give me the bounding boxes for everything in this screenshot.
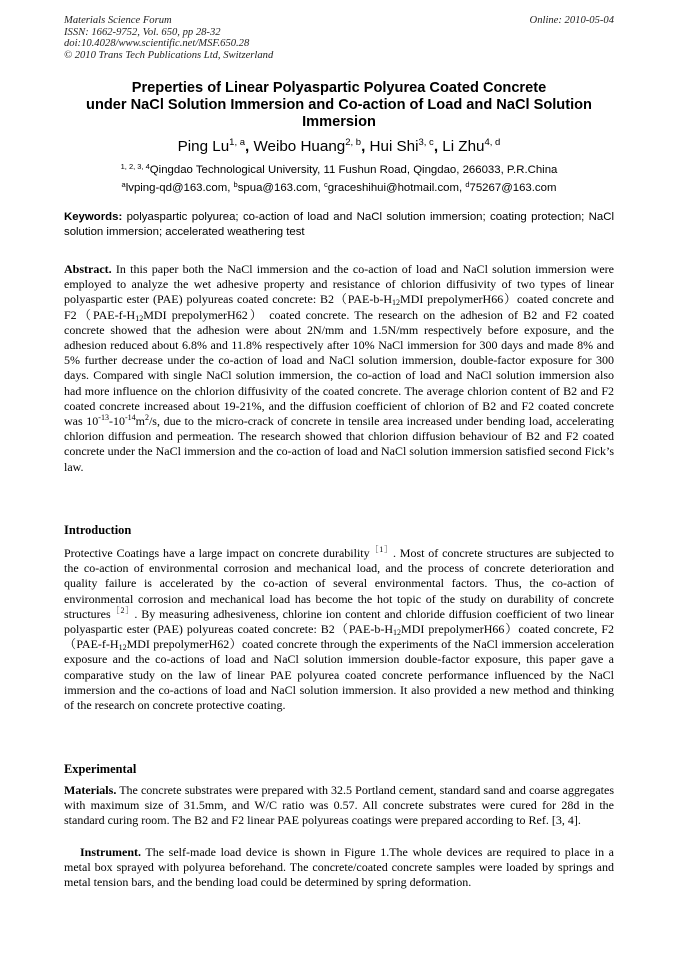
abstract-text: /s, due to the micro-crack of concrete in tensile area increased under bending load, accelerating chlorion diffusion and permeation. The research showed that chlorion diffusion behaviour of B2 and F2 coated concrete under the NaCl immersion and the co-action of load and NaCl solution immersion satisfied second Fick’s law. xyxy=(64,414,614,474)
instrument-text: The self-made load device is shown in Figure 1.The whole devices are required to place in a metal box sprayed with polyurea beforehand. The concrete/coated concrete samples were loaded by springs and metal tension bars, and the bending load could be determined by spring deformation. xyxy=(64,845,614,890)
author-separator: , xyxy=(361,138,370,155)
subscript: 12 xyxy=(392,298,401,308)
keywords-text: polyaspartic polyurea; co-action of load and NaCl solution immersion; coating protection; NaCl solution immersion; accelerated weathering test xyxy=(64,211,614,238)
author-affil-mark: 3, c xyxy=(418,137,434,148)
citation-link[interactable]: ［2］ xyxy=(110,605,135,615)
materials-paragraph xyxy=(64,783,614,829)
author-separator: , xyxy=(245,138,254,155)
superscript: -14 xyxy=(124,413,136,423)
email-link[interactable]: graceshihui@hotmail.com xyxy=(327,181,459,194)
abstract-text: In this paper both the NaCl immersion and the co-action of load and NaCl solution immersion were employed to analyze the wet adhesive property and resistance of chlorion diffusivity of two types of linear polyaspartic ester (PAE) polyureas coated concrete: B2（PAE-b-H xyxy=(64,262,614,307)
author-affil-mark: 1, a xyxy=(229,137,246,148)
subscript: 12 xyxy=(118,643,127,653)
author-affil-mark: 4, d xyxy=(484,137,501,148)
email-mark: a xyxy=(121,179,126,189)
author-separator: , xyxy=(433,138,443,155)
abstract-text: -10 xyxy=(108,414,125,429)
intro-text: MDI prepolymerH66）coated concrete, F2（PAE-f-H xyxy=(64,622,614,652)
keywords-paragraph xyxy=(64,210,614,239)
journal-name: Materials Science Forum xyxy=(64,15,172,26)
email-separator: , xyxy=(459,181,466,194)
author-name: Weibo Huang xyxy=(253,138,346,155)
email-link[interactable]: 75267@163.com xyxy=(469,181,557,194)
email-link[interactable]: spua@163.com xyxy=(237,181,318,194)
affiliation-block xyxy=(20,160,658,195)
subscript: 12 xyxy=(393,628,402,638)
abstract-label: Abstract. xyxy=(64,262,112,276)
email-mark: b xyxy=(233,179,238,189)
intro-text: . Most of concrete structures are subjected to the co-action of environmental corrosion and mechanical load, and the process of concrete deterioration and quality failure is accelerated by the co-action of several environmental factors. Thus, the co-action of environmental corrosion and mechanical load has become the hot topic of the study on durability of concrete structures xyxy=(64,546,615,621)
email-separator: , xyxy=(227,181,234,194)
abstract-text: MDI prepolymerH66）coated concrete and F2（PAE-f-H xyxy=(64,292,614,322)
online-date: Online: 2010-05-04 xyxy=(529,15,614,26)
author-affil-mark: 2, b xyxy=(345,137,362,148)
section-heading-experimental: Experimental xyxy=(64,762,137,776)
citation-link[interactable]: ［1］ xyxy=(369,545,393,554)
abstract-paragraph xyxy=(64,262,614,475)
intro-text: . By measuring adhesiveness, chlorine ion content and chloride diffusion coefficient of two linear polyaspartic ester (PAE) polyureas coated concrete: B2（PAE-b-H xyxy=(64,606,615,637)
email-separator: , xyxy=(317,181,325,194)
title-line-3: Immersion xyxy=(302,113,376,130)
title-line-1: Preperties of Linear Polyaspartic Polyurea Coated Concrete xyxy=(131,80,547,96)
journal-header xyxy=(64,15,273,61)
materials-text: The concrete substrates were prepared with 32.5 Portland cement, standard sand and coarse aggregates with maximum size of 31.5mm, and W/C ratio was 0.57. All concrete substrates were cured for 28d in the standard curing room. The B2 and F2 linear PAE polyureas coatings were prepared according to Ref. [3, 4]. xyxy=(64,783,614,828)
superscript: -13 xyxy=(98,413,109,423)
author-name: Li Zhu xyxy=(442,138,485,155)
email-mark: d xyxy=(465,179,470,189)
affiliation-text: Qingdao Technological University, 11 Fushun Road, Qingdao, 266033, P.R.China xyxy=(149,164,558,176)
paper-title xyxy=(50,80,628,130)
instrument-paragraph xyxy=(64,845,614,891)
journal-doi: doi:10.4028/www.scientific.net/MSF.650.28 xyxy=(64,38,250,50)
journal-issn: ISSN: 1662-9752, Vol. 650, pp 28-32 xyxy=(64,26,221,38)
affiliation-line xyxy=(20,160,658,178)
subscript: 12 xyxy=(135,313,144,323)
intro-text: Protective Coatings have a large impact on concrete durability xyxy=(64,546,370,560)
abstract-text: MDI prepolymerH62） coated concrete. The research on the adhesion of B2 and F2 coated concrete showed that the adhesion were about 2N/mm and 1.5N/mm respectively before exposure, and the adhesion reduced about 6.8% and 11.8% respectively after 10% NaCl immersion for 300 days and made 8% and 5% further decrease under the co-action of load and NaCl solution immersion, double-factor exposure for 300 days. Compared with single NaCl solution immersion, the co-action of load and NaCl solution immersion also had more influence on the chlorion diffusivity of the coated concrete. The average chlorion content of B2 and F2 coated concrete increased about 19-21%, and the diffusion coefficient of chlorion of B2 and F2 coated concrete was 10 xyxy=(64,307,614,429)
email-line xyxy=(20,178,658,196)
title-line-2: under NaCl Solution Immersion and Co-action of Load and NaCl Solution xyxy=(86,96,592,113)
section-heading-introduction: Introduction xyxy=(64,523,132,537)
instrument-label: Instrument. xyxy=(80,845,142,859)
affiliation-mark: 1, 2, 3, 4 xyxy=(120,162,150,171)
journal-copyright: © 2010 Trans Tech Publications Ltd, Switzerland xyxy=(64,49,274,61)
email-link[interactable]: lvping-qd@163.com xyxy=(125,181,228,194)
superscript: 2 xyxy=(144,413,149,423)
author-name: Ping Lu xyxy=(177,138,230,155)
materials-label: Materials. xyxy=(64,783,117,797)
introduction-paragraph xyxy=(64,546,614,713)
author-name: Hui Shi xyxy=(369,138,419,155)
abstract-text: m xyxy=(135,414,145,429)
author-list xyxy=(20,134,658,156)
keywords-label: Keywords: xyxy=(64,211,123,223)
intro-text: MDI prepolymerH62）coated concrete through the experiments of the NaCl immersion acceleration exposure and the co-actions of load and NaCl solution immersion double-factor exposure, this paper gave a comparative study on the law of linear PAE polyurea coated concrete performance influenced by the NaCl immersion and the co-actions of load and NaCl solution immersion. It also provided a new method and thinking of the research on concrete protective coating. xyxy=(64,637,614,713)
email-mark: c xyxy=(324,179,328,189)
